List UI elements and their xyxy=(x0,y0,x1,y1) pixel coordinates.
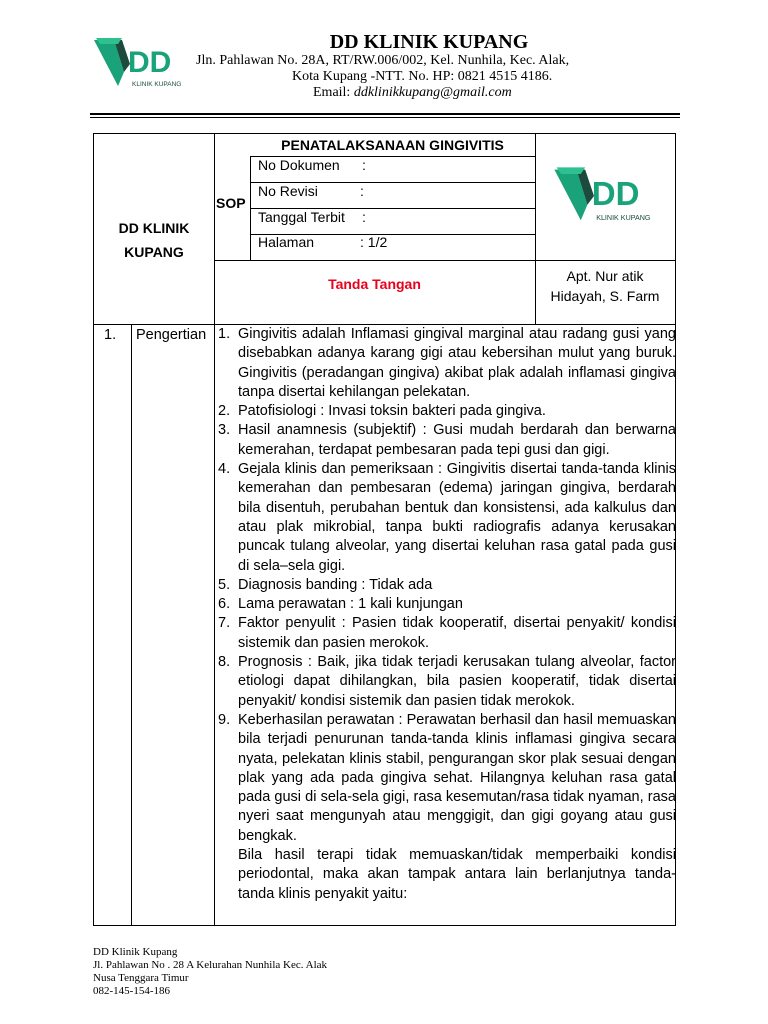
list-item: 9. Keberhasilan perawatan : Perawatan berhasil dan hasil memuaskan bila terjadi penurunan tanda-tanda klinis inflamasi gingiva secara nyata, pelekatan klinis stabil, pengurangan skor plak sesuai dengan plak yang ada pada gingiva sehat. Hilangnya keluhan rasa gatal pada gusi di sela-sela gigi, rasa kesemutan/rasa tidak nyaman, rasa nyeri saat mengunyah atau menggigit, dan gigi goyang atau gusi bengkak. xyxy=(218,711,676,844)
clinic-name: DD KLINIK KUPANG xyxy=(329,31,529,53)
logo-caption: KLINIK KUPANG xyxy=(132,81,182,88)
sop-logo-caption: KLINIK KUPANG xyxy=(596,214,651,223)
letterhead-rule-thin xyxy=(90,117,680,118)
footer-clinic: DD Klinik Kupang xyxy=(93,946,178,958)
address-line-1: Jln. Pahlawan No. 28A, RT/RW.006/002, Kel. Nunhila, Kec. Alak, xyxy=(196,53,570,68)
page-footer xyxy=(93,946,327,998)
list-item: 2. Patofisiologi : Invasi toksin bakteri pada gingiva. xyxy=(218,403,546,420)
address-line-2: Kota Kupang -NTT. No. HP: 0821 4515 4186. xyxy=(292,69,553,84)
letterhead-rule xyxy=(90,113,680,115)
meta-tanggal-terbit: Tanggal Terbit : xyxy=(258,209,366,225)
footer-province: Nusa Tenggara Timur xyxy=(93,972,189,984)
continuation-paragraph: Bila hasil terapi tidak memuaskan/tidak memperbaiki kondisi periodontal, maka akan tampak antara lain berlanjutnya tanda-tanda klinis penyakit yaitu: xyxy=(238,847,676,902)
list-item: 1. Gingivitis adalah Inflamasi gingival marginal atau radang gusi yang disebabkan adanya karang gigi atau kebersihan mulut yang buruk. Gingivitis (peradangan gingiva) akibat plak adalah inflamasi gingiva tanpa disertai kehilangan pelekatan. xyxy=(218,326,676,400)
list-item: 6. Lama perawatan : 1 kali kunjungan xyxy=(218,596,463,613)
logo-text: DD xyxy=(128,46,172,79)
list-item: 3. Hasil anamnesis (subjektif) : Gusi mudah berdarah dan berwarna kemerahan, terdapat pembesaran pada tepi gusi dan gigi. xyxy=(218,422,676,458)
institution-name: DD KLINIK KUPANG xyxy=(118,220,190,260)
email-line xyxy=(313,85,512,101)
signatory-name: Apt. Nur atik Hidayah, S. Farm xyxy=(550,268,660,304)
list-item: 5. Diagnosis banding : Tidak ada xyxy=(218,576,433,593)
email-label: Email: xyxy=(313,85,351,100)
footer-phone: 082-145-154-186 xyxy=(93,985,170,997)
list-item: 4. Gejala klinis dan pemeriksaan : Gingivitis disertai tanda-tanda klinis kemerahan dan pembesaran (edema) jaringan gingiva, berdarah bila disentuh, perubahan bentuk dan konsistensi, ada kalkulus dan atau plak mikrobial, tanpa bukti radiografis adanya kerusakan puncak tulang alveolar, yang disertai keluhan rasa gatal pada gusi di sela–sela gigi. xyxy=(218,461,676,574)
list-item: 7. Faktor penyulit : Pasien tidak kooperatif, disertai penyakit/ kondisi sistemik dan pasien merokok. xyxy=(218,615,676,651)
list-item: 8. Prognosis : Baik, jika tidak terjadi kerusakan tulang alveolar, factor etiologi dapat dihilangkan, bila pasien kooperatif, tidak disertai penyakit/ kondisi sistemik dan pasien tidak merokok. xyxy=(218,654,676,709)
section-number: 1. xyxy=(104,327,117,343)
footer-address: Jl. Pahlawan No . 28 A Kelurahan Nunhila Kec. Alak xyxy=(93,959,328,971)
sop-logo xyxy=(545,163,665,229)
sop-logo-text: DD xyxy=(591,174,640,212)
sop-label: SOP xyxy=(216,195,246,211)
section-heading: Pengertian xyxy=(136,327,207,343)
meta-no-revisi: No Revisi : xyxy=(258,183,364,199)
definition-list xyxy=(218,325,676,846)
document-title: PENATALAKSANAAN GINGIVITIS xyxy=(281,137,504,153)
meta-halaman: Halaman : 1/2 xyxy=(258,234,388,250)
section-content xyxy=(218,325,676,904)
signature-label: Tanda Tangan xyxy=(328,276,421,292)
email-value[interactable]: ddklinikkupang@gmail.com xyxy=(353,85,512,100)
meta-no-dokumen: No Dokumen : xyxy=(258,157,366,173)
